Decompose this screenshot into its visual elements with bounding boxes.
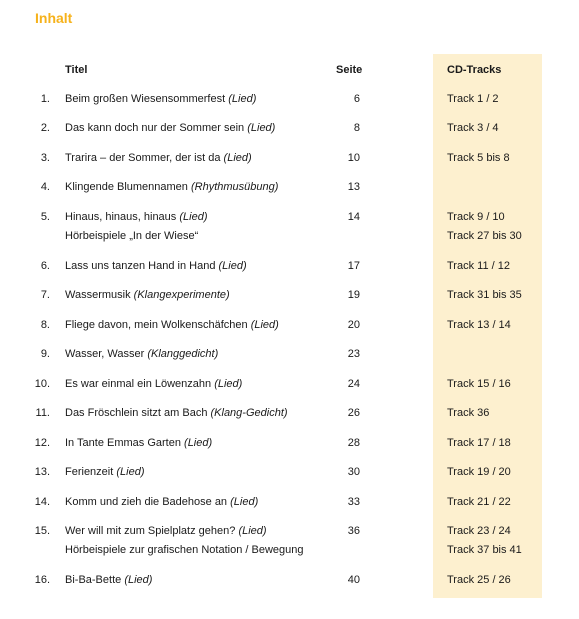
- row-title: [65, 493, 365, 512]
- title-type: (Lied): [250, 319, 279, 331]
- cd-track-text: Track 19 / 20: [447, 466, 511, 478]
- title-text: Komm und zieh die Badehose an: [65, 496, 228, 508]
- title-text: Ferienzeit: [65, 466, 117, 478]
- row-number: 2.: [40, 122, 50, 134]
- title-text: Es war einmal ein Löwenzahn: [65, 378, 212, 390]
- title-text: Hinaus, hinaus, hinaus: [65, 211, 177, 223]
- page-number: 33: [347, 496, 360, 508]
- title-second-line: Hörbeispiele „In der Wiese“: [65, 230, 199, 242]
- title-text: Klingende Blumennamen: [65, 181, 188, 193]
- title-text: Lass uns tanzen Hand in Hand: [65, 260, 216, 272]
- page-number: 26: [347, 407, 360, 419]
- title-type: (Lied): [223, 152, 252, 164]
- cd-track: [447, 463, 542, 482]
- cd-track-text: Track 36: [447, 407, 490, 419]
- cd-track-text: Track 1 / 2: [447, 93, 499, 105]
- cd-track: [447, 286, 542, 305]
- cd-track-text: Track 31 bis 35: [447, 289, 522, 301]
- page-number: 14: [347, 211, 360, 223]
- cd-track-text: Track 5 bis 8: [447, 152, 510, 164]
- cd-track: [447, 149, 542, 168]
- page-number: 19: [347, 289, 360, 301]
- title-text: Bi-Ba-Bette: [65, 574, 122, 586]
- title-type: (Rhythmusübung): [190, 181, 279, 193]
- cd-track: [447, 493, 542, 512]
- row-number: 12.: [34, 437, 50, 449]
- cd-track-text: Track 11 / 12: [447, 260, 510, 272]
- title-text: Trarira – der Sommer, der ist da: [65, 152, 221, 164]
- title-type: (Lied): [179, 211, 208, 223]
- title-type: (Klanggedicht): [147, 348, 219, 360]
- page-number: 20: [347, 319, 360, 331]
- cd-track: [447, 404, 542, 423]
- row-number: 8.: [40, 319, 50, 331]
- row-number: 16.: [34, 574, 50, 586]
- cd-track-text: Track 17 / 18: [447, 437, 511, 449]
- page-number: 13: [347, 181, 360, 193]
- cd-track: [447, 316, 542, 335]
- page-number: 40: [347, 574, 360, 586]
- page-number: 23: [347, 348, 360, 360]
- row-title: [65, 119, 365, 138]
- cd-track: [447, 90, 542, 109]
- row-number: 5.: [40, 211, 50, 223]
- row-number: 11.: [35, 407, 50, 419]
- row-title: [65, 463, 365, 482]
- page-number: 24: [347, 378, 360, 390]
- row-title: [65, 178, 365, 197]
- title-type: (Lied): [124, 574, 153, 586]
- row-title: [65, 345, 365, 364]
- page-number: 36: [347, 525, 360, 537]
- cd-track-second-line: Track 27 bis 30: [447, 230, 522, 242]
- title-type: (Lied): [214, 378, 243, 390]
- title-type: (Klang-Gedicht): [210, 407, 288, 419]
- title-type: (Lied): [218, 260, 247, 272]
- row-number: 1.: [40, 93, 50, 105]
- title-text: Das kann doch nur der Sommer sein: [65, 122, 245, 134]
- row-number: 10.: [34, 378, 50, 390]
- title-second-line: Hörbeispiele zur grafischen Notation / Bewegung: [65, 544, 304, 556]
- row-title: [65, 208, 365, 246]
- title-text: In Tante Emmas Garten: [65, 437, 181, 449]
- row-title: [65, 257, 365, 276]
- title-type: (Lied): [247, 122, 276, 134]
- cd-track-text: Track 23 / 24: [447, 525, 511, 537]
- title-text: Fliege davon, mein Wolkenschäfchen: [65, 319, 248, 331]
- page-number: 28: [347, 437, 360, 449]
- title-text: Wassermusik: [65, 289, 131, 301]
- row-number: 3.: [40, 152, 50, 164]
- cd-track-text: Track 3 / 4: [447, 122, 499, 134]
- row-title: [65, 571, 365, 590]
- cd-track-text: Track 25 / 26: [447, 574, 511, 586]
- row-number: 14.: [34, 496, 50, 508]
- page-number: 6: [353, 93, 360, 105]
- cd-track-text: Track 21 / 22: [447, 496, 511, 508]
- row-title: [65, 375, 365, 394]
- page-number: 10: [347, 152, 360, 164]
- tracks-column-header: CD-Tracks: [447, 64, 502, 76]
- cd-track: [447, 257, 542, 276]
- title-text: Das Fröschlein sitzt am Bach: [65, 407, 208, 419]
- page-column-header: Seite: [336, 64, 363, 76]
- row-title: [65, 316, 365, 335]
- row-number: 7.: [40, 289, 50, 301]
- title-type: (Lied): [116, 466, 145, 478]
- page-title: Inhalt: [35, 10, 73, 26]
- cd-track: [447, 522, 542, 560]
- row-title: [65, 90, 365, 109]
- title-type: (Lied): [230, 496, 259, 508]
- title-type: (Lied): [184, 437, 213, 449]
- cd-track-text: Track 13 / 14: [447, 319, 511, 331]
- row-number: 15.: [34, 525, 50, 537]
- page-number: 30: [347, 466, 360, 478]
- cd-track: [447, 375, 542, 394]
- row-number: 6.: [40, 260, 50, 272]
- title-text: Wer will mit zum Spielplatz gehen?: [65, 525, 236, 537]
- title-text: Beim großen Wiesensommerfest: [65, 93, 226, 105]
- title-text: Wasser, Wasser: [65, 348, 145, 360]
- cd-track-text: Track 9 / 10: [447, 211, 505, 223]
- row-title: [65, 404, 365, 423]
- title-column-header: Titel: [65, 64, 88, 76]
- page-number: 17: [347, 260, 360, 272]
- title-type: (Lied): [228, 93, 257, 105]
- cd-track: [447, 119, 542, 138]
- row-number: 4.: [40, 181, 50, 193]
- cd-track-text: Track 15 / 16: [447, 378, 511, 390]
- row-title: [65, 522, 365, 560]
- row-title: [65, 149, 365, 168]
- row-number: 13.: [34, 466, 50, 478]
- title-type: (Klangexperimente): [133, 289, 230, 301]
- cd-track: [447, 434, 542, 453]
- title-type: (Lied): [238, 525, 267, 537]
- cd-track-second-line: Track 37 bis 41: [447, 544, 522, 556]
- row-title: [65, 286, 365, 305]
- cd-track: [447, 208, 542, 246]
- page-number: 8: [353, 122, 360, 134]
- row-number: 9.: [40, 348, 50, 360]
- cd-track: [447, 571, 542, 590]
- row-title: [65, 434, 365, 453]
